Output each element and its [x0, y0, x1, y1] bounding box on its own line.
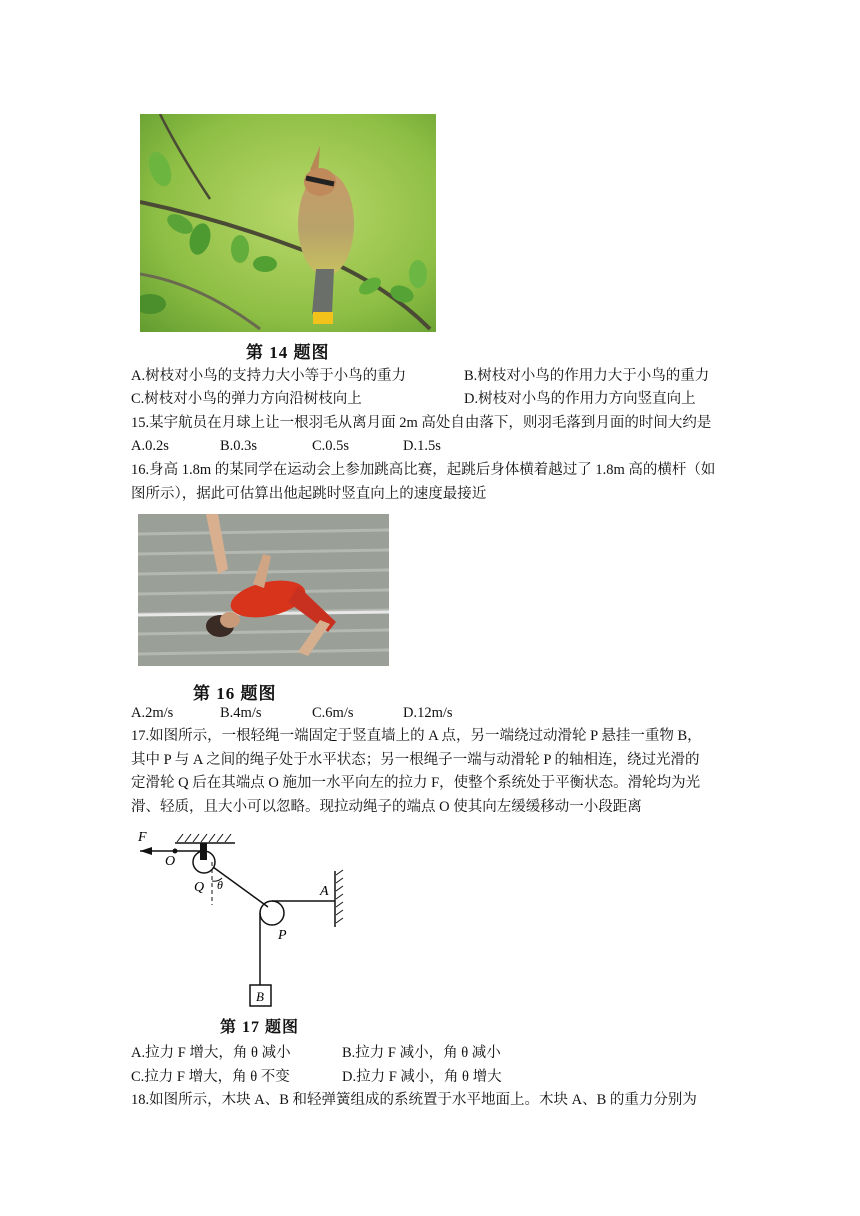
q14-option-d: D.树枝对小鸟的作用力方向竖直向上	[464, 391, 696, 407]
q16-option-c: C.6m/s	[312, 705, 354, 721]
q17-stem-line4: 滑、轻质，且大小可以忽略。现拉动绳子的端点 O 使其向左缓缓移动一小段距离	[131, 799, 642, 815]
q17-option-d: D.拉力 F 减小，角 θ 增大	[342, 1069, 502, 1085]
q15-option-b: B.0.3s	[220, 438, 258, 454]
label-O: O	[165, 854, 176, 869]
label-A: A	[320, 884, 329, 899]
q17-stem-line1: 17.如图所示，一根轻绳一端固定于竖直墙上的 A 点，另一端绕过动滑轮 P 悬挂一重物 B，	[131, 728, 702, 744]
q16-stem-line2: 图所示），据此可估算出他起跳时竖直向上的速度最接近	[131, 486, 487, 502]
high-jump-photo	[138, 514, 389, 666]
q17-stem-line3: 定滑轮 Q 后在其端点 O 施加一水平向左的拉力 F，使整个系统处于平衡状态。滑轮均为光	[131, 775, 701, 791]
label-F: F	[138, 830, 147, 845]
q15-option-a: A.0.2s	[131, 438, 169, 454]
q17-figure-caption: 第 17 题图	[220, 1019, 300, 1036]
q14-figure-caption: 第 14 题图	[246, 343, 330, 362]
q17-option-c: C.拉力 F 增大，角 θ 不变	[131, 1069, 290, 1085]
q16-figure-caption: 第 16 题图	[193, 684, 277, 703]
q15-option-d: D.1.5s	[403, 438, 441, 454]
label-theta: θ	[217, 878, 223, 892]
q14-option-c: C.树枝对小鸟的弹力方向沿树枝向上	[131, 391, 362, 407]
label-Q: Q	[194, 880, 205, 895]
q17-stem-line2: 其中 P 与 A 之间的绳子处于水平状态；另一根绳子一端与动滑轮 P 的轴相连，绕过光滑的	[131, 752, 700, 768]
pulley-diagram	[130, 825, 360, 1015]
q14-option-b: B.树枝对小鸟的作用力大于小鸟的重力	[464, 368, 710, 384]
q16-option-d: D.12m/s	[403, 705, 453, 721]
q14-option-a: A.树枝对小鸟的支持力大小等于小鸟的重力	[131, 368, 407, 384]
q16-option-b: B.4m/s	[220, 705, 262, 721]
q17-option-a: A.拉力 F 增大，角 θ 减小	[131, 1045, 291, 1061]
label-P: P	[278, 928, 287, 943]
q15-stem: 15.某宇航员在月球上让一根羽毛从离月面 2m 高处自由落下，则羽毛落到月面的时间大约是	[131, 415, 712, 431]
q16-option-a: A.2m/s	[131, 705, 174, 721]
q18-stem-line1: 18.如图所示，木块 A、B 和轻弹簧组成的系统置于水平地面上。木块 A、B 的重力分别为	[131, 1092, 697, 1108]
q15-option-c: C.0.5s	[312, 438, 350, 454]
q17-option-b: B.拉力 F 减小，角 θ 减小	[342, 1045, 501, 1061]
label-B: B	[256, 989, 264, 1004]
bird-photo	[140, 114, 436, 332]
q16-stem-line1: 16.身高 1.8m 的某同学在运动会上参加跳高比赛，起跳后身体横着越过了 1.8m 高的横杆（如	[131, 462, 716, 478]
